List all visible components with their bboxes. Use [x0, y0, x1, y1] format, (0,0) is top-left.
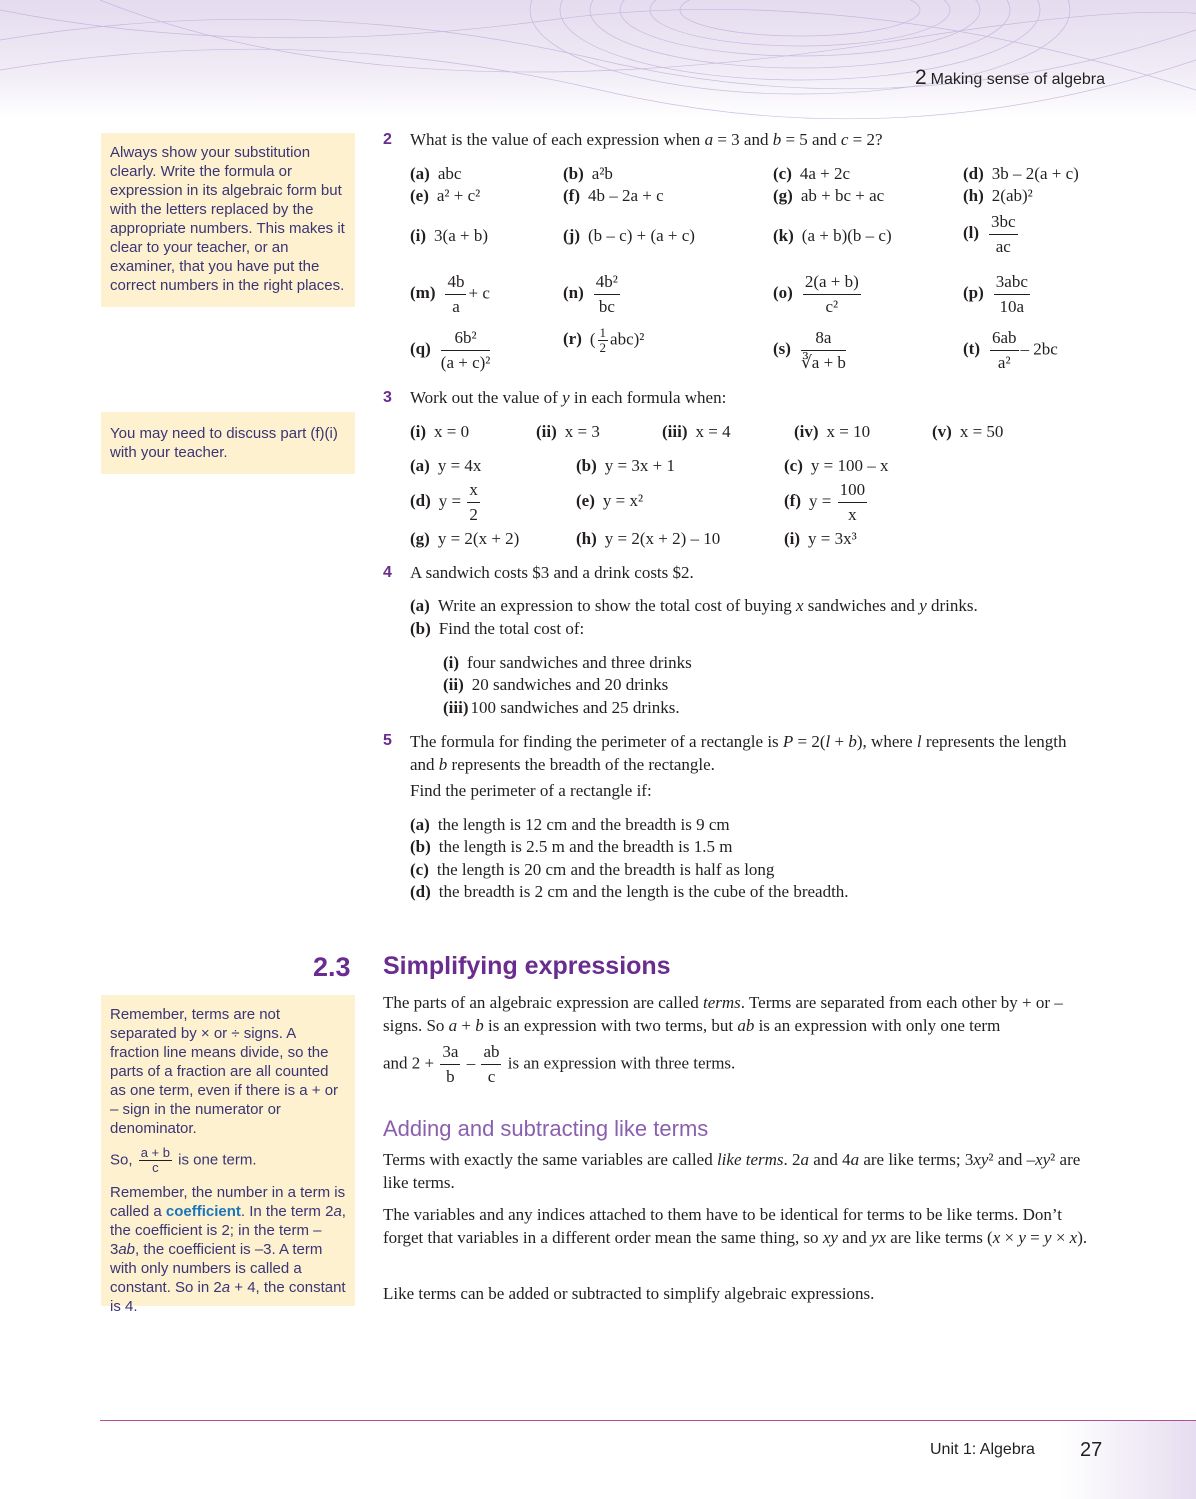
- part-label: (a): [410, 456, 430, 475]
- paragraph-expression-line: [383, 1040, 735, 1089]
- part-label: (c): [773, 164, 792, 183]
- expression-prefix: (: [589, 329, 596, 349]
- question-prompt: Find the perimeter of a rectangle if:: [410, 781, 652, 800]
- question-number: 3: [383, 389, 392, 406]
- expression-item: [773, 226, 892, 246]
- section-title: Simplifying expressions: [383, 952, 671, 980]
- expression: y = 3x³: [808, 529, 857, 548]
- text: and 2 +: [383, 1053, 435, 1073]
- expression: y = 100 – x: [810, 456, 889, 475]
- expression-item: [410, 456, 481, 476]
- expression-item: [576, 456, 675, 476]
- glossary-keyword-link[interactable]: coefficient: [165, 1203, 241, 1220]
- tip-text: . In the term 2a, the coefficient is 2; in the term –3ab, the coefficient is –3. A term with only numbers is called a constant. So in 2a + 4, the constant is 4.: [110, 1203, 346, 1315]
- part-label: (a): [410, 596, 430, 615]
- numerator: 6b²: [441, 326, 491, 351]
- part-text: the length is 2.5 m and the breadth is 1.5 m: [438, 837, 733, 856]
- expression-item: [773, 326, 848, 375]
- part-label: (i): [410, 422, 427, 441]
- expression-item: [410, 422, 469, 442]
- part-label: (d): [410, 491, 431, 511]
- page-header-banner: [0, 0, 1196, 120]
- numerator: 3a: [440, 1040, 460, 1065]
- text: –: [466, 1053, 476, 1073]
- numerator: 4b: [445, 270, 466, 295]
- tip-note-substitution: [101, 133, 355, 307]
- section-number: 2.3: [313, 952, 351, 982]
- question-number: 4: [383, 564, 392, 581]
- fraction: [594, 270, 620, 319]
- fraction: [445, 270, 466, 319]
- part-label: (b): [576, 456, 597, 475]
- expression-item: [963, 270, 1032, 319]
- expression-item: [410, 478, 482, 527]
- numerator: 100: [838, 478, 868, 503]
- part-label: (c): [410, 860, 429, 879]
- denominator: a: [452, 297, 460, 316]
- part-label: (n): [563, 283, 584, 303]
- page-number: 27: [1080, 1439, 1103, 1461]
- denominator: c: [487, 1067, 496, 1086]
- tip-coefficient: [110, 1183, 346, 1316]
- part-label: (i): [410, 226, 427, 245]
- expression-item: [410, 226, 488, 246]
- expression: x = 3: [564, 422, 600, 441]
- expression-item: [662, 422, 731, 442]
- question-text: What is the value of each expression when a = 3 and b = 5 and c = 2?: [410, 130, 883, 149]
- fraction: [481, 1040, 501, 1089]
- numerator: 2(a + b): [803, 270, 861, 295]
- tip-note-discuss: [101, 412, 355, 474]
- denominator: 10a: [999, 297, 1025, 316]
- part-label: (q): [410, 339, 431, 359]
- denominator: bc: [598, 297, 615, 316]
- part-label: (f): [563, 186, 580, 205]
- part-label: (i): [443, 653, 460, 672]
- expression-item: [784, 529, 857, 549]
- expression: y = 2(x + 2): [437, 529, 520, 548]
- expression-item: [963, 186, 1033, 206]
- part-label: (d): [410, 882, 431, 901]
- paragraph: Like terms can be added or subtracted to simplify algebraic expressions.: [383, 1284, 875, 1303]
- numerator: 6ab: [990, 326, 1019, 351]
- fraction: [989, 210, 1018, 259]
- part-text: the length is 20 cm and the breadth is half as long: [436, 860, 775, 879]
- fraction: [467, 478, 480, 527]
- part-label: (s): [773, 339, 791, 359]
- tip-example: [110, 1146, 346, 1175]
- numerator: 4b²: [594, 270, 620, 295]
- expression: x = 10: [826, 422, 871, 441]
- chapter-number: 2: [914, 66, 927, 89]
- expression-item: [563, 270, 622, 319]
- part-text: four sandwiches and three drinks: [467, 653, 692, 672]
- text: is an expression with three terms.: [507, 1053, 736, 1073]
- part-label: (l): [963, 223, 980, 243]
- fraction: [994, 270, 1030, 319]
- expression-item: [773, 270, 863, 319]
- expression: 2(ab)²: [991, 186, 1033, 205]
- expression-item: [576, 529, 720, 549]
- chapter-title: [915, 66, 1105, 90]
- expression-item: [794, 422, 870, 442]
- expression-item: [784, 456, 888, 476]
- fraction: [441, 326, 491, 375]
- part-label: (b): [563, 164, 584, 183]
- decorative-swirl-graphic: [0, 0, 1196, 120]
- part-label: (m): [410, 283, 436, 303]
- expression-item: [563, 164, 613, 184]
- denominator: ∛a + b: [800, 353, 846, 372]
- question-number: 5: [383, 732, 392, 749]
- chapter-name: Making sense of algebra: [930, 71, 1105, 88]
- denominator: c²: [825, 297, 839, 316]
- part-text: 100 sandwiches and 25 drinks.: [470, 698, 680, 717]
- expression: a² + c²: [436, 186, 481, 205]
- expression: x = 4: [695, 422, 731, 441]
- expression-suffix: + c: [468, 283, 490, 303]
- denominator: (a + c)²: [440, 353, 491, 372]
- question-number: 2: [383, 131, 392, 148]
- question-part: [410, 837, 732, 857]
- expression: 3b – 2(a + c): [991, 164, 1079, 183]
- expression-suffix: abc)²: [610, 329, 645, 349]
- denominator: a²: [997, 353, 1011, 372]
- expression-item: [410, 529, 519, 549]
- denominator: 2: [469, 505, 478, 524]
- part-label: (iv): [794, 422, 819, 441]
- part-label: (b): [410, 837, 431, 856]
- fraction: [838, 478, 868, 527]
- fraction: [990, 326, 1019, 375]
- fraction: [440, 1040, 460, 1089]
- part-text: Find the total cost of:: [438, 619, 585, 638]
- expression-item: [784, 478, 869, 527]
- question-part: [410, 882, 849, 902]
- part-label: (iii): [662, 422, 688, 441]
- part-label: (g): [410, 529, 430, 548]
- expression: y = 4x: [437, 456, 482, 475]
- expression-item: [563, 186, 664, 206]
- subpart: [443, 698, 680, 718]
- question-text: The formula for finding the perimeter of a rectangle is P = 2(l + b), where l represents the length and b represents the breadth of the rectangle.: [410, 732, 1067, 774]
- part-label: (k): [773, 226, 794, 245]
- expression-item: [963, 326, 1058, 375]
- subpart: [443, 653, 692, 673]
- expression-item: [963, 210, 1020, 259]
- numerator: 1: [599, 325, 607, 340]
- question-text: Work out the value of y in each formula when:: [410, 388, 727, 407]
- fraction: [139, 1146, 172, 1175]
- part-text: the length is 12 cm and the breadth is 9 cm: [437, 815, 730, 834]
- tip-text: Always show your substitution clearly. Write the formula or expression in its algebraic form but with the letters replaced by the appropriate numbers. This makes it clear to your teacher, or an examiner, that you have put the correct numbers in the right places.: [110, 144, 345, 294]
- part-label: (e): [576, 491, 595, 510]
- part-label: (p): [963, 283, 984, 303]
- expression-item: [536, 422, 600, 442]
- expression-item: [563, 326, 644, 355]
- fraction: [803, 270, 861, 319]
- expression: y = 3x + 1: [604, 456, 675, 475]
- numerator: x: [467, 478, 480, 503]
- part-label: (e): [410, 186, 429, 205]
- tip-note-terms: [101, 995, 355, 1315]
- part-label: (iii): [443, 698, 469, 717]
- paragraph: The parts of an algebraic expression are called terms. Terms are separated from each other by + or – signs. So a + b is an expression with two terms, but ab is an expression with only one term: [383, 993, 1063, 1035]
- expression-item: [963, 164, 1079, 184]
- numerator: 3bc: [989, 210, 1018, 235]
- expression: 4b – 2a + c: [587, 186, 664, 205]
- numerator: 8a: [801, 326, 846, 351]
- expression: x = 50: [959, 422, 1004, 441]
- part-label: (ii): [536, 422, 557, 441]
- denominator: ac: [995, 237, 1011, 256]
- expression: y = 2(x + 2) – 10: [604, 529, 721, 548]
- expression-prefix: y =: [808, 491, 836, 511]
- expression: 4a + 2c: [799, 164, 851, 183]
- expression-prefix: y =: [438, 491, 466, 511]
- paragraph: The variables and any indices attached to them have to be identical for terms to be like terms. Don’t forget that variables in a different order mean the same thing, so xy and yx are like terms (x × y = y × x).: [383, 1205, 1088, 1247]
- part-label: (g): [773, 186, 793, 205]
- numerator: ab: [481, 1040, 501, 1065]
- numerator: 3abc: [994, 270, 1030, 295]
- expression: x = 0: [434, 422, 470, 441]
- expression-item: [773, 164, 850, 184]
- part-label: (a): [410, 164, 430, 183]
- expression-item: [576, 491, 643, 511]
- expression-item: [410, 326, 492, 375]
- part-label: (r): [563, 329, 582, 349]
- expression-item: [773, 186, 884, 206]
- part-label: (ii): [443, 675, 464, 694]
- part-label: (j): [563, 226, 580, 245]
- fraction: [801, 326, 846, 375]
- part-label: (i): [784, 529, 801, 548]
- part-text: the breadth is 2 cm and the length is the cube of the breadth.: [438, 882, 849, 901]
- part-label: (o): [773, 283, 793, 303]
- part-text: 20 sandwiches and 20 drinks: [471, 675, 669, 694]
- expression-item: [563, 226, 695, 246]
- question-part: [410, 596, 978, 616]
- tip-text: You may need to discuss part (f)(i) with your teacher.: [110, 425, 338, 461]
- expression-item: [410, 270, 490, 319]
- expression-item: [410, 186, 480, 206]
- question-text: A sandwich costs $3 and a drink costs $2.: [410, 563, 694, 582]
- tip-text: Remember, the number in a term is called a: [110, 1184, 346, 1220]
- denominator: c: [152, 1160, 159, 1175]
- question-part: [410, 619, 584, 639]
- expression-item: [410, 164, 461, 184]
- fraction: [598, 326, 609, 355]
- denominator: b: [446, 1067, 455, 1086]
- footer-unit: Unit 1: Algebra: [930, 1441, 1035, 1458]
- expression-suffix: – 2bc: [1020, 339, 1058, 359]
- part-label: (a): [410, 815, 430, 834]
- tip-text: is one term.: [178, 1151, 257, 1169]
- expression-item: [932, 422, 1003, 442]
- tip-text: Remember, terms are not separated by × or ÷ signs. A fraction line means divide, so the parts of a fraction are all counted as one term, even if there is a + or – sign in the numerator or denominator.: [110, 1006, 339, 1137]
- part-label: (h): [963, 186, 984, 205]
- part-label: (b): [410, 619, 431, 638]
- part-text: Write an expression to show the total cost of buying x sandwiches and y drinks.: [437, 596, 978, 615]
- part-label: (c): [784, 456, 803, 475]
- tip-text: So,: [110, 1151, 133, 1169]
- part-label: (t): [963, 339, 980, 359]
- expression: ab + bc + ac: [800, 186, 885, 205]
- subheading: Adding and subtracting like terms: [383, 1116, 709, 1141]
- question-part: [410, 815, 730, 835]
- expression: abc: [437, 164, 462, 183]
- part-label: (h): [576, 529, 597, 548]
- expression: (b – c) + (a + c): [587, 226, 695, 245]
- expression: a²b: [591, 164, 613, 183]
- subpart: [443, 675, 668, 695]
- part-label: (v): [932, 422, 952, 441]
- question-part: [410, 860, 774, 880]
- denominator: x: [848, 505, 857, 524]
- expression: 3(a + b): [434, 226, 489, 245]
- part-label: (f): [784, 491, 801, 511]
- paragraph: Terms with exactly the same variables are called like terms. 2a and 4a are like terms; 3xy² and –xy² are like terms.: [383, 1150, 1081, 1192]
- expression: y = x²: [602, 491, 644, 510]
- part-label: (d): [963, 164, 984, 183]
- expression: (a + b)(b – c): [801, 226, 892, 245]
- denominator: 2: [599, 340, 607, 355]
- numerator: a + b: [140, 1145, 170, 1160]
- footer-divider: [100, 1420, 1196, 1421]
